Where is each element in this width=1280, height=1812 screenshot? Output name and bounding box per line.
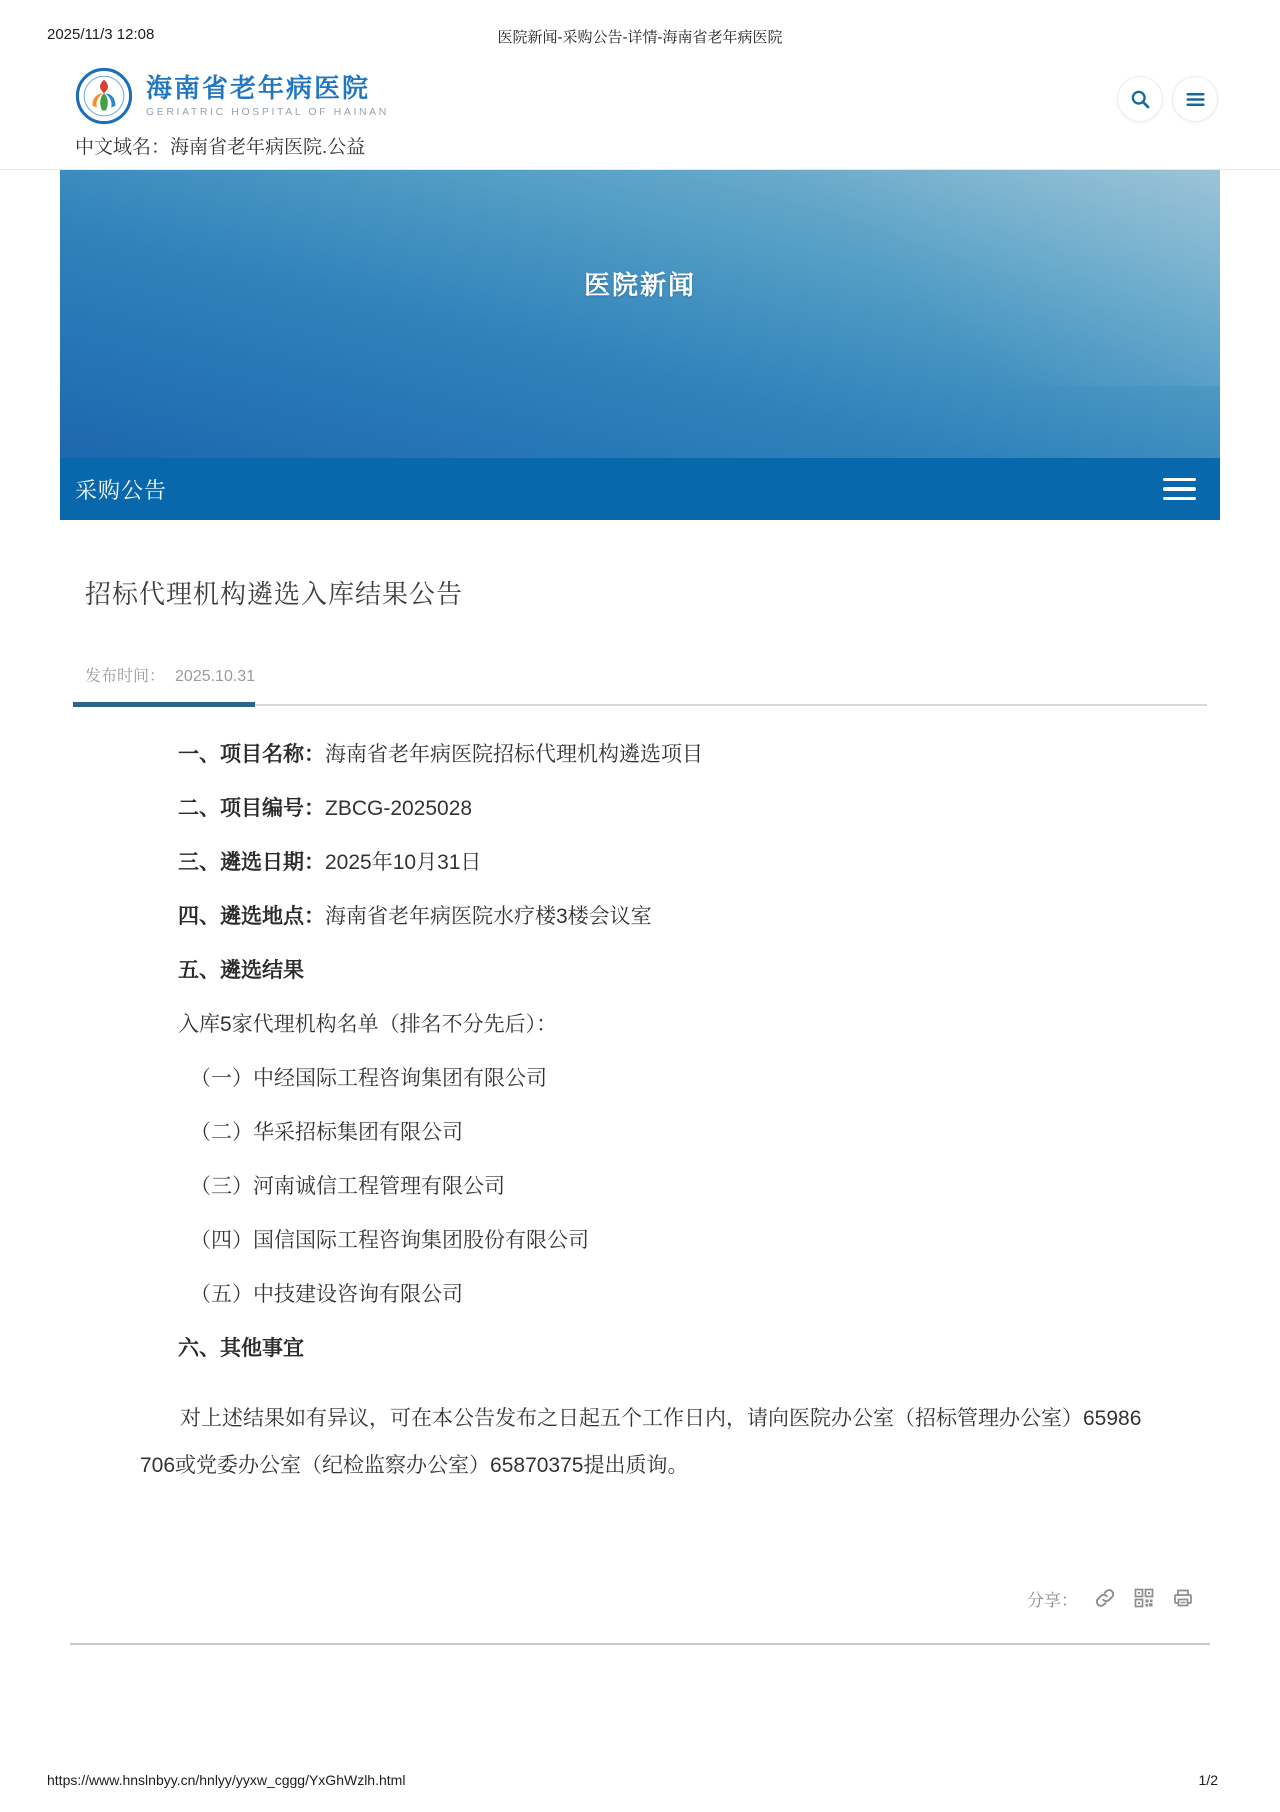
print-timestamp: 2025/11/3 12:08 xyxy=(47,26,155,43)
article-bottom-divider xyxy=(70,1643,1210,1645)
article xyxy=(60,574,1220,1645)
item-value: 海南省老年病医院招标代理机构遴选项目 xyxy=(325,743,703,766)
section-bar xyxy=(60,458,1220,520)
item-value: 海南省老年病医院水疗楼3楼会议室 xyxy=(325,905,652,928)
header-actions xyxy=(1117,76,1218,122)
domain-line: 中文域名：海南省老年病医院.公益 xyxy=(75,137,366,158)
menu-bar-line xyxy=(1163,497,1196,501)
company-item: （三）河南诚信工程管理有限公司 xyxy=(190,1175,505,1198)
menu-icon xyxy=(1183,87,1208,112)
publish-meta xyxy=(85,663,1205,686)
divider-line-dark xyxy=(73,702,255,707)
news-banner xyxy=(60,170,1220,458)
company-item: （一）中经国际工程咨询集团有限公司 xyxy=(190,1067,547,1090)
hospital-name-en: GERIATRIC HOSPITAL OF HAINAN xyxy=(146,105,389,118)
publish-date: 2025.10.31 xyxy=(175,668,256,685)
brand-names xyxy=(146,74,389,118)
article-title: 招标代理机构遴选入库结果公告 xyxy=(85,579,464,609)
share-label: 分享： xyxy=(1027,1590,1078,1610)
meta-divider xyxy=(75,702,1205,707)
print-header xyxy=(0,0,1280,44)
item-label: 一、项目名称： xyxy=(178,743,325,766)
section-heading-results: 五、遴选结果 xyxy=(178,959,304,982)
item-label: 三、遴选日期： xyxy=(178,851,325,874)
search-icon xyxy=(1128,87,1153,112)
menu-bar-line xyxy=(1163,487,1196,491)
section-bar-title: 采购公告 xyxy=(75,477,168,503)
hospital-name-cn: 海南省老年病医院 xyxy=(146,73,371,104)
item-label: 四、遴选地点： xyxy=(178,905,325,928)
share-link-button[interactable] xyxy=(1093,1586,1117,1610)
item-label: 二、项目编号： xyxy=(178,797,325,820)
search-button[interactable] xyxy=(1117,76,1163,122)
link-icon xyxy=(1093,1586,1117,1610)
printer-icon xyxy=(1171,1586,1195,1610)
menu-bar-line xyxy=(1163,478,1196,482)
company-item: （二）华采招标集团有限公司 xyxy=(190,1121,463,1144)
hospital-logo-icon xyxy=(75,67,133,125)
publish-label: 发布时间： xyxy=(85,668,166,685)
section-menu-button[interactable] xyxy=(1163,478,1196,501)
item-value: 2025年10月31日 xyxy=(325,851,482,874)
share-row xyxy=(75,1586,1205,1611)
company-item: （四）国信国际工程咨询集团股份有限公司 xyxy=(190,1229,589,1252)
print-page-title: 医院新闻-采购公告-详情-海南省老年病医院 xyxy=(497,29,783,46)
brand[interactable] xyxy=(75,66,1220,126)
site-header xyxy=(0,44,1280,170)
result-intro: 入库5家代理机构名单（排名不分先后）： xyxy=(178,1013,558,1036)
share-print-button[interactable] xyxy=(1171,1586,1195,1610)
menu-button[interactable] xyxy=(1172,76,1218,122)
article-item xyxy=(178,849,1205,877)
article-item xyxy=(178,903,1205,931)
print-page-number: 1/2 xyxy=(1198,1772,1218,1788)
section-heading-other: 六、其他事宜 xyxy=(178,1337,304,1360)
item-value: ZBCG-2025028 xyxy=(325,797,473,820)
company-item: （五）中技建设咨询有限公司 xyxy=(190,1283,463,1306)
article-item xyxy=(178,741,1205,769)
banner-title: 医院新闻 xyxy=(583,270,696,300)
qrcode-icon xyxy=(1132,1586,1156,1610)
print-footer xyxy=(47,1772,1218,1788)
print-url: https://www.hnslnbyy.cn/hnlyy/yyxw_cggg/YxGhWzlh.html xyxy=(47,1772,406,1788)
article-item xyxy=(178,795,1205,823)
share-qrcode-button[interactable] xyxy=(1132,1586,1156,1610)
closing-paragraph: 对上述结果如有异议，可在本公告发布之日起五个工作日内，请向医院办公室（招标管理办公室）65986706或党委办公室（纪检监察办公室）65870375提出质询。 xyxy=(140,1407,1142,1478)
